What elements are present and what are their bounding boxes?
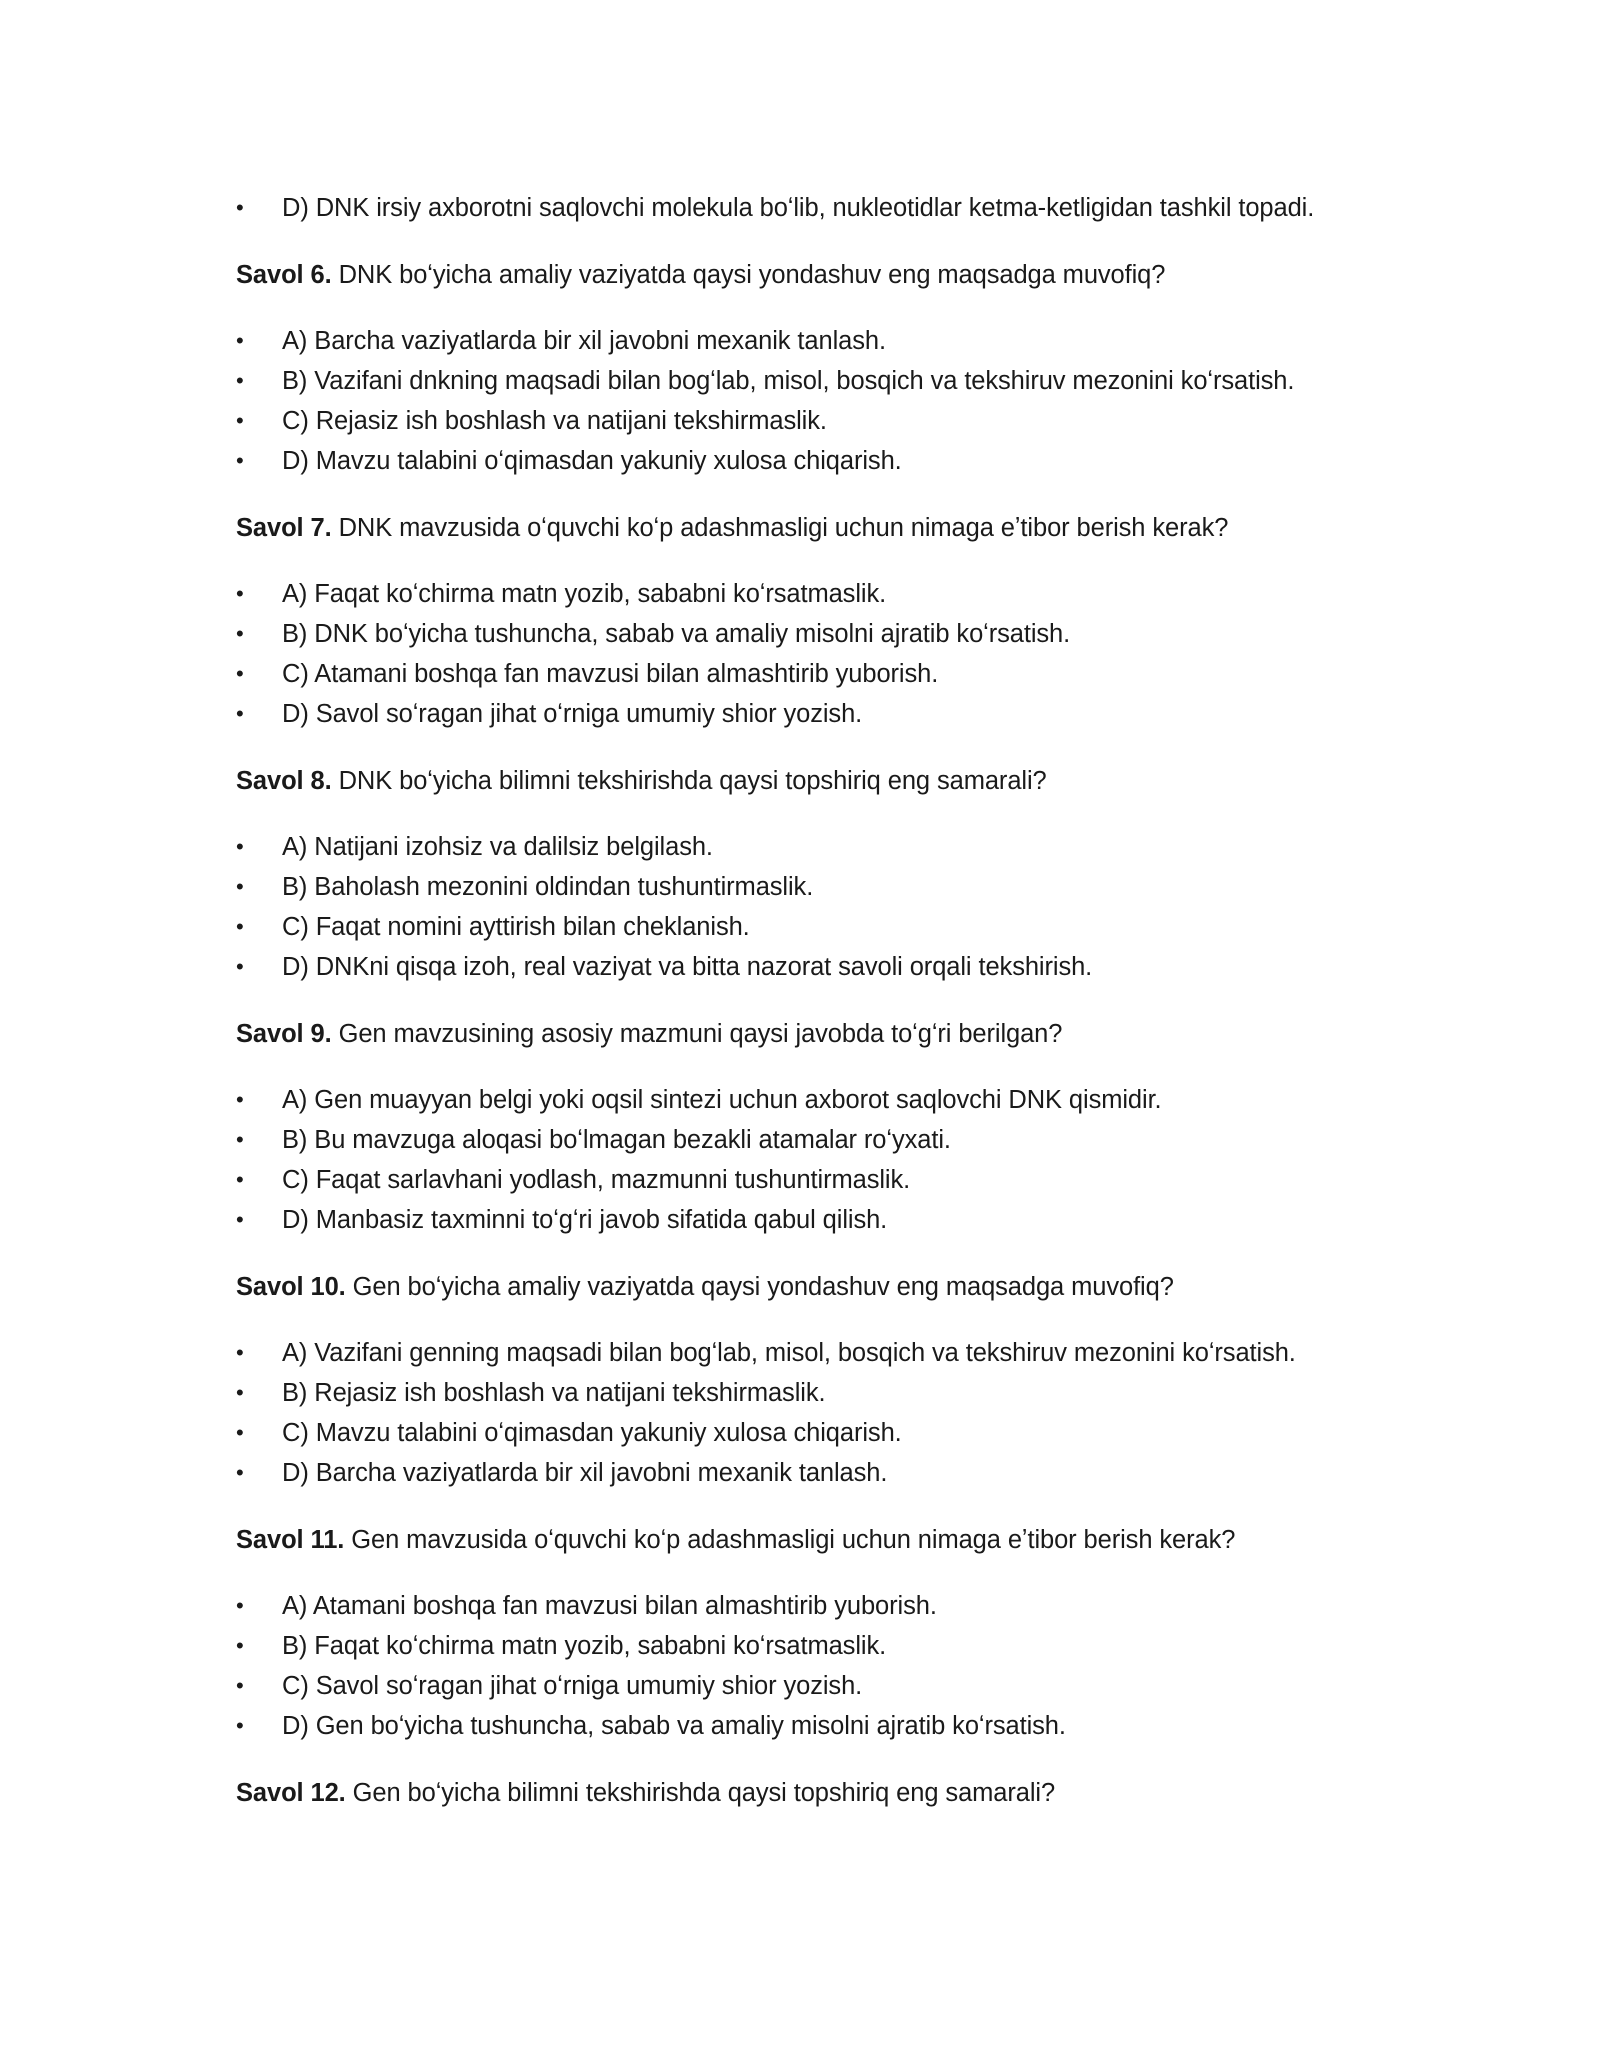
- option-item: [236, 1160, 1366, 1200]
- bullet-icon: •: [236, 874, 244, 899]
- question-label: Savol 10.: [236, 1273, 346, 1301]
- question-11: [236, 1520, 1366, 1560]
- option-item: [236, 574, 1366, 614]
- bullet-icon: •: [236, 954, 244, 979]
- option-item: [236, 1453, 1366, 1493]
- option-item: [236, 694, 1366, 734]
- option-text: B) Rejasiz ish boshlash va natijani tekshirmaslik.: [282, 1379, 826, 1407]
- option-item: [236, 1333, 1366, 1373]
- question-7-options: [236, 574, 1366, 734]
- question-8: [236, 761, 1366, 801]
- option-text: B) Vazifani dnkning maqsadi bilan bogʻlab, misol, bosqich va tekshiruv mezonini koʻrsatish.: [282, 367, 1295, 395]
- option-text: B) Baholash mezonini oldindan tushuntirmaslik.: [282, 873, 814, 901]
- option-text: B) DNK boʻyicha tushuncha, sabab va amaliy misolni ajratib koʻrsatish.: [282, 620, 1071, 648]
- option-text: A) Faqat koʻchirma matn yozib, sababni koʻrsatmaslik.: [282, 580, 887, 608]
- option-text: A) Barcha vaziyatlarda bir xil javobni mexanik tanlash.: [282, 327, 886, 355]
- question-10-options: [236, 1333, 1366, 1493]
- option-item: [236, 1666, 1366, 1706]
- option-item: [236, 947, 1366, 987]
- option-item: [236, 654, 1366, 694]
- option-item: [236, 441, 1366, 481]
- bullet-icon: •: [236, 1167, 244, 1192]
- question-10: [236, 1267, 1366, 1307]
- option-text: D) Gen boʻyicha tushuncha, sabab va amaliy misolni ajratib koʻrsatish.: [282, 1712, 1066, 1740]
- question-9-options: [236, 1080, 1366, 1240]
- question-text: DNK mavzusida oʻquvchi koʻp adashmasligi uchun nimaga eʼtibor berish kerak?: [338, 514, 1229, 542]
- option-item: [236, 1413, 1366, 1453]
- option-item: [236, 1586, 1366, 1626]
- option-text: A) Atamani boshqa fan mavzusi bilan almashtirib yuborish.: [282, 1592, 937, 1620]
- bullet-icon: •: [236, 1673, 244, 1698]
- option-item: [236, 867, 1366, 907]
- option-text: D) DNK irsiy axborotni saqlovchi molekula boʻlib, nukleotidlar ketma-ketligidan tashkil topadi.: [282, 194, 1315, 222]
- question-label: Savol 12.: [236, 1779, 346, 1807]
- bullet-icon: •: [236, 195, 244, 220]
- question-text: DNK boʻyicha bilimni tekshirishda qaysi topshiriq eng samarali?: [338, 767, 1047, 795]
- question-8-options: [236, 827, 1366, 987]
- option-item: [236, 1373, 1366, 1413]
- bullet-icon: •: [236, 1207, 244, 1232]
- option-item: [236, 1120, 1366, 1160]
- option-text: D) Savol soʻragan jihat oʻrniga umumiy shior yozish.: [282, 700, 863, 728]
- question-label: Savol 11.: [236, 1526, 345, 1554]
- option-text: D) Mavzu talabini oʻqimasdan yakuniy xulosa chiqarish.: [282, 447, 902, 475]
- question-text: Gen mavzusining asosiy mazmuni qaysi javobda toʻgʻri berilgan?: [338, 1020, 1063, 1048]
- bullet-icon: •: [236, 701, 244, 726]
- question-6: [236, 255, 1366, 295]
- bullet-icon: •: [236, 448, 244, 473]
- question-12: [236, 1773, 1366, 1813]
- bullet-icon: •: [236, 1127, 244, 1152]
- bullet-icon: •: [236, 408, 244, 433]
- option-item: [236, 827, 1366, 867]
- option-text: C) Savol soʻragan jihat oʻrniga umumiy shior yozish.: [282, 1672, 863, 1700]
- option-text: A) Natijani izohsiz va dalilsiz belgilash.: [282, 833, 713, 861]
- bullet-icon: •: [236, 661, 244, 686]
- option-text: A) Vazifani genning maqsadi bilan bogʻlab, misol, bosqich va tekshiruv mezonini koʻrsatish.: [282, 1339, 1296, 1367]
- option-text: C) Faqat nomini ayttirish bilan cheklanish.: [282, 913, 750, 941]
- bullet-icon: •: [236, 1713, 244, 1738]
- bullet-icon: •: [236, 581, 244, 606]
- bullet-icon: •: [236, 1087, 244, 1112]
- intro-option-list: [236, 188, 1366, 228]
- option-item: [236, 321, 1366, 361]
- option-text: D) Barcha vaziyatlarda bir xil javobni mexanik tanlash.: [282, 1459, 888, 1487]
- question-text: Gen mavzusida oʻquvchi koʻp adashmasligi uchun nimaga eʼtibor berish kerak?: [351, 1526, 1236, 1554]
- question-label: Savol 8.: [236, 767, 332, 795]
- option-text: C) Faqat sarlavhani yodlash, mazmunni tushuntirmaslik.: [282, 1166, 911, 1194]
- option-text: B) Bu mavzuga aloqasi boʻlmagan bezakli atamalar roʻyxati.: [282, 1126, 951, 1154]
- bullet-icon: •: [236, 1460, 244, 1485]
- option-text: B) Faqat koʻchirma matn yozib, sababni koʻrsatmaslik.: [282, 1632, 887, 1660]
- option-text: D) Manbasiz taxminni toʻgʻri javob sifatida qabul qilish.: [282, 1206, 888, 1234]
- option-item: [236, 614, 1366, 654]
- question-6-options: [236, 321, 1366, 481]
- option-item: [236, 361, 1366, 401]
- bullet-icon: •: [236, 914, 244, 939]
- question-label: Savol 6.: [236, 261, 332, 289]
- option-item: [236, 188, 1366, 228]
- option-text: C) Mavzu talabini oʻqimasdan yakuniy xulosa chiqarish.: [282, 1419, 902, 1447]
- question-text: Gen boʻyicha amaliy vaziyatda qaysi yondashuv eng maqsadga muvofiq?: [352, 1273, 1174, 1301]
- question-11-options: [236, 1586, 1366, 1746]
- bullet-icon: •: [236, 368, 244, 393]
- bullet-icon: •: [236, 1340, 244, 1365]
- option-item: [236, 1200, 1366, 1240]
- option-text: C) Rejasiz ish boshlash va natijani tekshirmaslik.: [282, 407, 827, 435]
- option-text: C) Atamani boshqa fan mavzusi bilan almashtirib yuborish.: [282, 660, 939, 688]
- bullet-icon: •: [236, 1593, 244, 1618]
- bullet-icon: •: [236, 621, 244, 646]
- option-item: [236, 1626, 1366, 1666]
- option-item: [236, 401, 1366, 441]
- question-9: [236, 1014, 1366, 1054]
- question-text: Gen boʻyicha bilimni tekshirishda qaysi topshiriq eng samarali?: [352, 1779, 1056, 1807]
- bullet-icon: •: [236, 1380, 244, 1405]
- option-item: [236, 1706, 1366, 1746]
- bullet-icon: •: [236, 1420, 244, 1445]
- option-item: [236, 907, 1366, 947]
- bullet-icon: •: [236, 328, 244, 353]
- document-body: [236, 188, 1366, 1813]
- option-text: A) Gen muayyan belgi yoki oqsil sintezi uchun axborot saqlovchi DNK qismidir.: [282, 1086, 1162, 1114]
- bullet-icon: •: [236, 1633, 244, 1658]
- option-text: D) DNKni qisqa izoh, real vaziyat va bitta nazorat savoli orqali tekshirish.: [282, 953, 1093, 981]
- question-label: Savol 9.: [236, 1020, 332, 1048]
- question-7: [236, 508, 1366, 548]
- question-text: DNK boʻyicha amaliy vaziyatda qaysi yondashuv eng maqsadga muvofiq?: [338, 261, 1166, 289]
- question-label: Savol 7.: [236, 514, 332, 542]
- option-item: [236, 1080, 1366, 1120]
- bullet-icon: •: [236, 834, 244, 859]
